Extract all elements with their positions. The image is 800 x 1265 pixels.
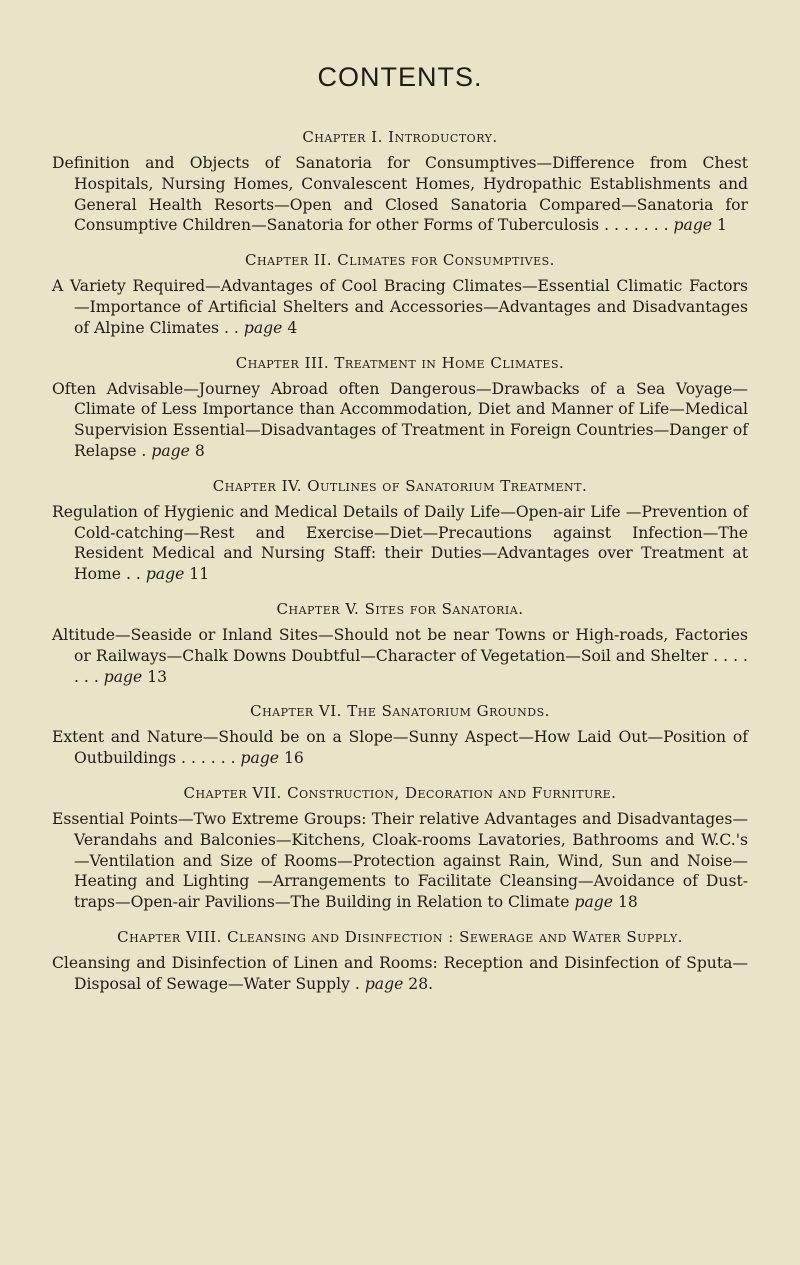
page-ref-number: 8 bbox=[194, 441, 205, 460]
chapter-summary-text: Regulation of Hygienic and Medical Details of Daily Life—Open-air Life —Prevention of Cold-catching—Rest and Exercise—Diet—Precautions against Infection—The Resident Medical and Nursing Staff: their Duties—Advantages over Treatment at Home bbox=[52, 502, 748, 584]
chapter-name: Introductory. bbox=[388, 128, 498, 146]
chapter-heading bbox=[52, 927, 748, 947]
chapter-heading bbox=[52, 250, 748, 270]
chapter-summary-text: Extent and Nature—Should be on a Slope—Sunny Aspect—How Laid Out—Position of Outbuildings bbox=[52, 728, 748, 768]
chapter-heading bbox=[52, 783, 748, 803]
chapter-summary bbox=[52, 379, 748, 462]
chapter-entry bbox=[52, 599, 748, 687]
chapter-heading bbox=[52, 353, 748, 373]
chapter-summary-text: Altitude—Seaside or Inland Sites—Should not be near Towns or High-roads, Factories or Railways—Chalk Downs Doubtful—Character of Vegetation—Soil and Shelter bbox=[52, 625, 748, 665]
page-ref-number: 13 bbox=[147, 667, 168, 686]
chapter-entry bbox=[52, 250, 748, 338]
dot-leader: . . . . . . . bbox=[74, 646, 749, 686]
chapter-name: Outlines of Sanatorium Treatment. bbox=[307, 476, 588, 495]
chapter-label: Chapter VI. bbox=[250, 702, 342, 721]
chapter-label: Chapter VIII. bbox=[117, 927, 222, 946]
chapter-label: Chapter VII. bbox=[183, 783, 282, 802]
page-ref-word: page bbox=[673, 216, 713, 235]
chapter-entry bbox=[52, 927, 748, 995]
page-ref-word: page bbox=[103, 667, 143, 686]
page-ref-word: page bbox=[240, 749, 280, 768]
chapter-summary-text: Essential Points—Two Extreme Groups: Their relative Advantages and Disadvantages—Verandahs and Balconies—Kitchens, Cloak-rooms Lavatories, Bathrooms and W.C.'s—Ventilation and Size of Rooms—Protection against Rain, Wind, Sun and Noise—Heating and Lighting —Arrangements to Facilitate Cleansing—Avoidance of Dust-traps—Open-air Pavilions—The Building in Relation to Climate bbox=[52, 809, 748, 912]
chapter-list bbox=[52, 127, 748, 995]
dot-leader: . bbox=[349, 974, 365, 993]
chapter-name: Cleansing and Disinfection : Sewerage and Water Supply. bbox=[227, 927, 683, 946]
page-ref-word: page bbox=[145, 565, 185, 584]
chapter-heading bbox=[52, 701, 748, 721]
chapter-summary bbox=[52, 727, 748, 769]
page-ref-word: page bbox=[151, 441, 190, 460]
chapter-label: Chapter IV. bbox=[212, 476, 303, 495]
page-ref-word: page bbox=[243, 318, 283, 337]
page-ref-word: page bbox=[364, 974, 404, 993]
chapter-label: Chapter V. bbox=[276, 599, 360, 618]
chapter-entry bbox=[52, 476, 748, 585]
dot-leader: . . bbox=[121, 565, 146, 584]
page-title: CONTENTS. bbox=[317, 62, 483, 92]
chapter-heading bbox=[52, 127, 748, 147]
chapter-label: Chapter II. bbox=[245, 251, 332, 270]
chapter-label: Chapter I. bbox=[302, 128, 383, 146]
chapter-summary-text: A Variety Required—Advantages of Cool Bracing Climates—Essential Climatic Factors—Importance of Artificial Shelters and Accessories—Advantages and Disadvantages of Alpine Climates bbox=[52, 277, 748, 337]
page-ref-number: 4 bbox=[287, 318, 298, 337]
chapter-summary bbox=[52, 276, 748, 338]
chapter-heading bbox=[52, 599, 748, 619]
chapter-summary-text: Often Advisable—Journey Abroad often Dangerous—Drawbacks of a Sea Voyage—Climate of Less Importance than Accommodation, Diet and Manner of Life—Medical Supervision Essential—Disadvantages of Treatment in Foreign Countries—Danger of Relapse bbox=[52, 379, 748, 460]
page-ref-number: 16 bbox=[284, 749, 304, 768]
chapter-summary-text: Definition and Objects of Sanatoria for Consumptives—Difference from Chest Hospitals, Nursing Homes, Convalescent Homes, Hydropathic Establishments and General Health Resorts—Open and Closed Sanatoria Compared—Sanatoria for Consumptive Children—Sanatoria for other Forms of Tuberculosis bbox=[52, 154, 748, 235]
chapter-summary bbox=[52, 809, 748, 913]
chapter-label: Chapter III. bbox=[235, 353, 330, 372]
dot-leader: . . . . . . . bbox=[599, 216, 674, 235]
chapter-summary-text: Cleansing and Disinfection of Linen and Rooms: Reception and Disinfection of Sputa—Disposal of Sewage—Water Supply bbox=[52, 953, 748, 993]
dot-leader: . . . . . . bbox=[176, 749, 241, 768]
chapter-name: Sites for Sanatoria. bbox=[364, 599, 524, 618]
chapter-summary bbox=[52, 502, 748, 585]
chapter-entry bbox=[52, 127, 748, 236]
page-ref-number: 1 bbox=[717, 216, 727, 235]
chapter-name: Construction, Decoration and Furniture. bbox=[287, 783, 617, 802]
chapter-summary bbox=[52, 625, 748, 687]
chapter-entry bbox=[52, 353, 748, 462]
chapter-summary bbox=[52, 953, 748, 995]
dot-leader: . bbox=[136, 441, 152, 460]
chapter-name: Climates for Consumptives. bbox=[337, 251, 555, 270]
page-ref-number: 18 bbox=[617, 893, 638, 912]
chapter-heading bbox=[52, 476, 748, 496]
chapter-name: Treatment in Home Climates. bbox=[334, 353, 565, 372]
chapter-name: The Sanatorium Grounds. bbox=[347, 702, 550, 721]
chapter-entry bbox=[52, 783, 748, 913]
page-ref-number: 11 bbox=[189, 565, 210, 584]
chapter-summary bbox=[52, 153, 748, 236]
page-ref-word: page bbox=[574, 893, 613, 912]
dot-leader: . . bbox=[219, 318, 244, 337]
page-ref-number: 28. bbox=[408, 974, 434, 993]
chapter-entry bbox=[52, 701, 748, 769]
